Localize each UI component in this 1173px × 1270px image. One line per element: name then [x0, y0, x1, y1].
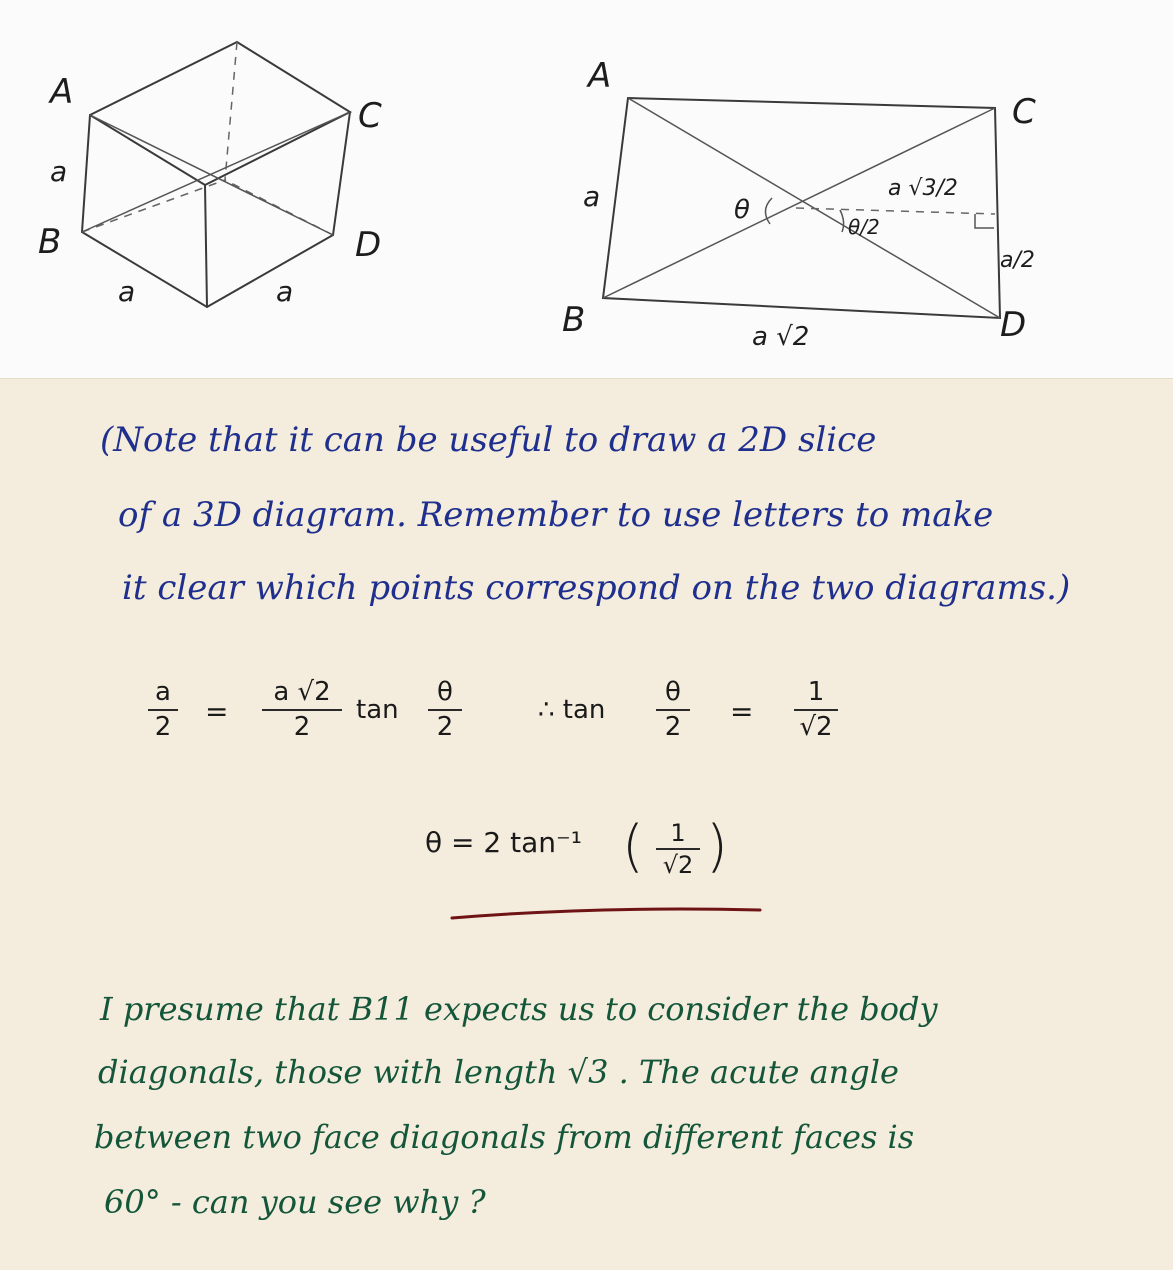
- eq1-rhs-den: √2: [799, 711, 833, 742]
- slice-half-side-label: a/2: [1000, 248, 1035, 273]
- eq2-lhs: θ = 2 tan⁻¹: [425, 826, 582, 859]
- remark-line-1: I presume that B11 expects us to consider the body: [100, 990, 938, 1028]
- eq1-equals: =: [205, 695, 229, 728]
- eq1-mid-num: a √2: [273, 677, 331, 707]
- note-line-1: (Note that it can be useful to draw a 2D slice: [100, 420, 877, 460]
- eq1-mid-den: 2: [293, 711, 311, 742]
- eq2-underline: [452, 909, 760, 918]
- slice-half-diagonal-label: a √3/2: [888, 176, 958, 201]
- cube-edge-label-bottom-right: a: [276, 275, 294, 308]
- eq2-frac-den: √2: [662, 851, 694, 880]
- slice-label-a: A: [588, 56, 612, 96]
- eq1-lhs-den: 2: [154, 711, 172, 742]
- eq1-rhs-num: 1: [807, 677, 825, 707]
- eq1-lhs-num: a: [155, 677, 171, 707]
- eq2-left-paren: (: [622, 814, 644, 879]
- cube-edge-label-side: a: [50, 155, 68, 188]
- eq1-arg-num: θ: [437, 677, 453, 707]
- slice-label-b: B: [562, 300, 586, 340]
- eq1-rhs-arg-num: θ: [665, 677, 681, 707]
- eq1-tan: tan: [356, 695, 399, 725]
- note-line-2: of a 3D diagram. Remember to use letters to make: [118, 495, 994, 535]
- cube-label-a: A: [50, 72, 74, 112]
- remark-line-4: 60° - can you see why ?: [104, 1183, 486, 1221]
- cube-label-b: B: [38, 222, 62, 262]
- cube-label-d: D: [355, 225, 382, 265]
- remark-line-2: diagonals, those with length √3 . The acute angle: [98, 1053, 899, 1091]
- eq1-arg-den: 2: [436, 711, 454, 742]
- eq1-rhs-arg-den: 2: [664, 711, 682, 742]
- remark-line-3: between two face diagonals from different faces is: [94, 1118, 915, 1156]
- eq1-equals-2: =: [730, 695, 754, 728]
- slice-side-label: a: [583, 180, 601, 213]
- cube-label-c: C: [358, 96, 382, 136]
- eq1-therefore-tan: ∴ tan: [538, 695, 606, 725]
- eq2-right-paren: ): [706, 814, 728, 879]
- eq2-frac-num: 1: [670, 819, 686, 847]
- slice-label-c: C: [1012, 92, 1036, 132]
- note-line-3: it clear which points correspond on the two diagrams.): [122, 568, 1071, 608]
- slice-theta-label: θ: [734, 195, 750, 225]
- slice-label-d: D: [1000, 305, 1027, 345]
- slice-bottom-label: a √2: [752, 322, 810, 352]
- cube-edge-label-bottom-left: a: [118, 275, 136, 308]
- slice-half-theta-label: θ/2: [848, 215, 880, 239]
